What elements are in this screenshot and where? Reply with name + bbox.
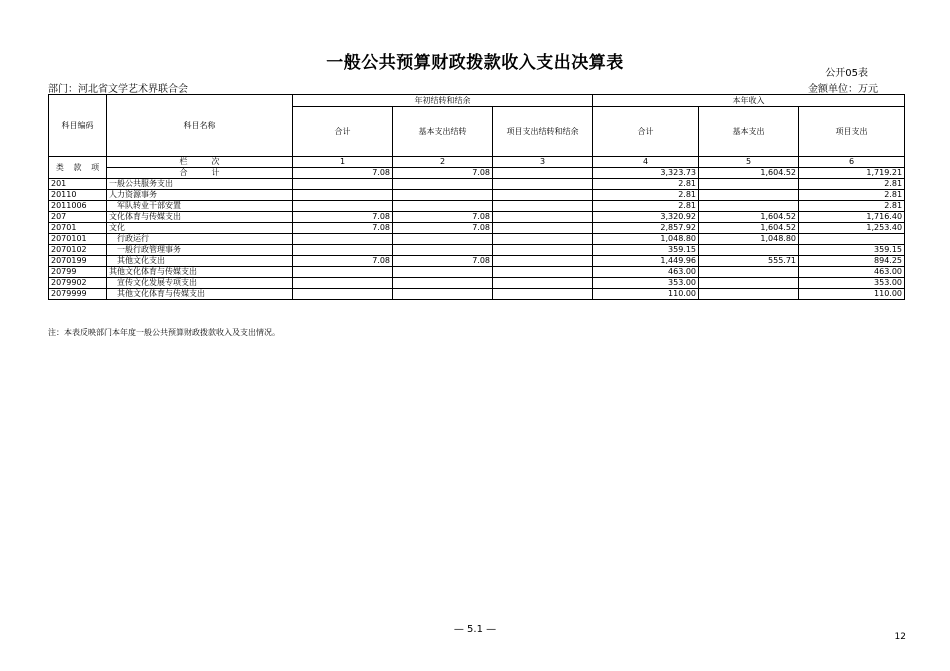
row-code: 20701 <box>49 223 107 234</box>
row-value: 1,449.96 <box>593 256 699 267</box>
row-name: 其他文化体育与传媒支出 <box>107 267 293 278</box>
unit-label: 金额单位：万元 <box>808 84 878 95</box>
row-name: 军队转业干部安置 <box>107 201 293 212</box>
table-row <box>49 212 905 223</box>
row-value: 353.00 <box>593 278 699 289</box>
row-code: 207 <box>49 212 107 223</box>
corner-page-number: 12 <box>894 632 906 642</box>
table-row <box>49 289 905 300</box>
row-value <box>393 179 493 190</box>
total-value <box>493 168 593 179</box>
row-value <box>393 289 493 300</box>
level-xiang: 项 <box>91 162 100 172</box>
row-code: 2070101 <box>49 234 107 245</box>
row-value <box>393 245 493 256</box>
row-value: 353.00 <box>799 278 905 289</box>
row-name: 一般行政管理事务 <box>107 245 293 256</box>
column-number: 1 <box>293 157 393 168</box>
total-value: 7.08 <box>393 168 493 179</box>
row-value: 463.00 <box>593 267 699 278</box>
row-name: 文化体育与传媒支出 <box>107 212 293 223</box>
column-number: 4 <box>593 157 699 168</box>
row-code: 2079902 <box>49 278 107 289</box>
row-value <box>293 245 393 256</box>
page-number: — 5.1 — <box>453 624 497 635</box>
row-value: 1,253.40 <box>799 223 905 234</box>
column-number: 2 <box>393 157 493 168</box>
level-lei: 类 <box>55 162 64 172</box>
table-row <box>49 245 905 256</box>
row-value <box>493 245 593 256</box>
row-value: 1,048.80 <box>699 234 799 245</box>
row-value: 2.81 <box>799 190 905 201</box>
table-note: 注：本表反映部门本年度一般公共预算财政拨款收入及支出情况。 <box>48 328 280 337</box>
row-value: 1,604.52 <box>699 212 799 223</box>
form-number: 公开05表 <box>825 68 868 79</box>
row-value: 463.00 <box>799 267 905 278</box>
row-value <box>493 289 593 300</box>
total-value: 1,719.21 <box>799 168 905 179</box>
column-label: 栏 次 <box>107 157 293 168</box>
row-value: 555.71 <box>699 256 799 267</box>
level-cell <box>49 157 107 179</box>
row-name: 其他文化体育与传媒支出 <box>107 289 293 300</box>
row-value: 7.08 <box>393 256 493 267</box>
row-value: 110.00 <box>799 289 905 300</box>
row-value: 7.08 <box>393 212 493 223</box>
row-code: 20110 <box>49 190 107 201</box>
table-row <box>49 179 905 190</box>
table-row <box>49 278 905 289</box>
total-value: 3,323.73 <box>593 168 699 179</box>
row-name: 其他文化支出 <box>107 256 293 267</box>
row-code: 2011006 <box>49 201 107 212</box>
header-group-carryover: 年初结转和结余 <box>293 95 593 107</box>
row-value: 1,716.40 <box>799 212 905 223</box>
row-code: 2079999 <box>49 289 107 300</box>
row-code: 201 <box>49 179 107 190</box>
header-col: 合计 <box>293 107 393 157</box>
row-value <box>699 289 799 300</box>
row-value <box>293 179 393 190</box>
row-value <box>493 201 593 212</box>
row-value <box>493 190 593 201</box>
row-value <box>699 278 799 289</box>
row-value: 7.08 <box>393 223 493 234</box>
header-col: 项目支出 <box>799 107 905 157</box>
column-number: 3 <box>493 157 593 168</box>
header-group-income: 本年收入 <box>593 95 905 107</box>
row-value <box>493 223 593 234</box>
row-value: 110.00 <box>593 289 699 300</box>
row-name: 行政运行 <box>107 234 293 245</box>
row-value <box>493 256 593 267</box>
table-row <box>49 256 905 267</box>
row-value <box>393 190 493 201</box>
table-row <box>49 223 905 234</box>
row-value <box>393 201 493 212</box>
row-value <box>293 234 393 245</box>
row-value <box>393 234 493 245</box>
row-value <box>493 179 593 190</box>
row-value <box>799 234 905 245</box>
row-value: 7.08 <box>293 223 393 234</box>
row-name: 人力资源事务 <box>107 190 293 201</box>
header-col: 合计 <box>593 107 699 157</box>
row-value <box>393 267 493 278</box>
header-code: 科目编码 <box>49 95 107 157</box>
row-value <box>293 190 393 201</box>
row-value: 7.08 <box>293 256 393 267</box>
row-value <box>699 190 799 201</box>
row-value <box>293 267 393 278</box>
row-value: 7.08 <box>293 212 393 223</box>
row-value: 3,320.92 <box>593 212 699 223</box>
row-value: 894.25 <box>799 256 905 267</box>
row-code: 2070102 <box>49 245 107 256</box>
row-value <box>293 289 393 300</box>
row-value: 359.15 <box>799 245 905 256</box>
row-value <box>699 245 799 256</box>
total-label: 合 计 <box>107 168 293 179</box>
row-value: 2.81 <box>593 179 699 190</box>
row-value: 1,048.80 <box>593 234 699 245</box>
table-row <box>49 201 905 212</box>
row-value <box>493 278 593 289</box>
column-number: 5 <box>699 157 799 168</box>
row-value: 1,604.52 <box>699 223 799 234</box>
row-name: 一般公共服务支出 <box>107 179 293 190</box>
row-value <box>699 267 799 278</box>
header-col: 基本支出结转 <box>393 107 493 157</box>
table-row <box>49 190 905 201</box>
row-code: 20799 <box>49 267 107 278</box>
row-name: 文化 <box>107 223 293 234</box>
total-value: 7.08 <box>293 168 393 179</box>
row-value <box>493 267 593 278</box>
column-number: 6 <box>799 157 905 168</box>
budget-table <box>48 94 905 300</box>
row-value <box>293 278 393 289</box>
row-value <box>393 278 493 289</box>
row-code: 2070199 <box>49 256 107 267</box>
total-value: 1,604.52 <box>699 168 799 179</box>
row-name: 宣传文化发展专项支出 <box>107 278 293 289</box>
department-label: 部门：河北省文学艺术界联合会 <box>48 84 188 95</box>
table-row <box>49 267 905 278</box>
row-value: 2.81 <box>799 179 905 190</box>
row-value <box>699 201 799 212</box>
row-value: 359.15 <box>593 245 699 256</box>
page-title: 一般公共预算财政拨款收入支出决算表 <box>326 53 624 73</box>
header-col: 项目支出结转和结余 <box>493 107 593 157</box>
table-row <box>49 234 905 245</box>
header-col: 基本支出 <box>699 107 799 157</box>
row-value: 2.81 <box>799 201 905 212</box>
level-kuan: 款 <box>73 162 82 172</box>
row-value <box>493 234 593 245</box>
row-value <box>293 201 393 212</box>
row-value <box>699 179 799 190</box>
header-name: 科目名称 <box>107 95 293 157</box>
row-value: 2.81 <box>593 201 699 212</box>
row-value: 2.81 <box>593 190 699 201</box>
row-value <box>493 212 593 223</box>
row-value: 2,857.92 <box>593 223 699 234</box>
